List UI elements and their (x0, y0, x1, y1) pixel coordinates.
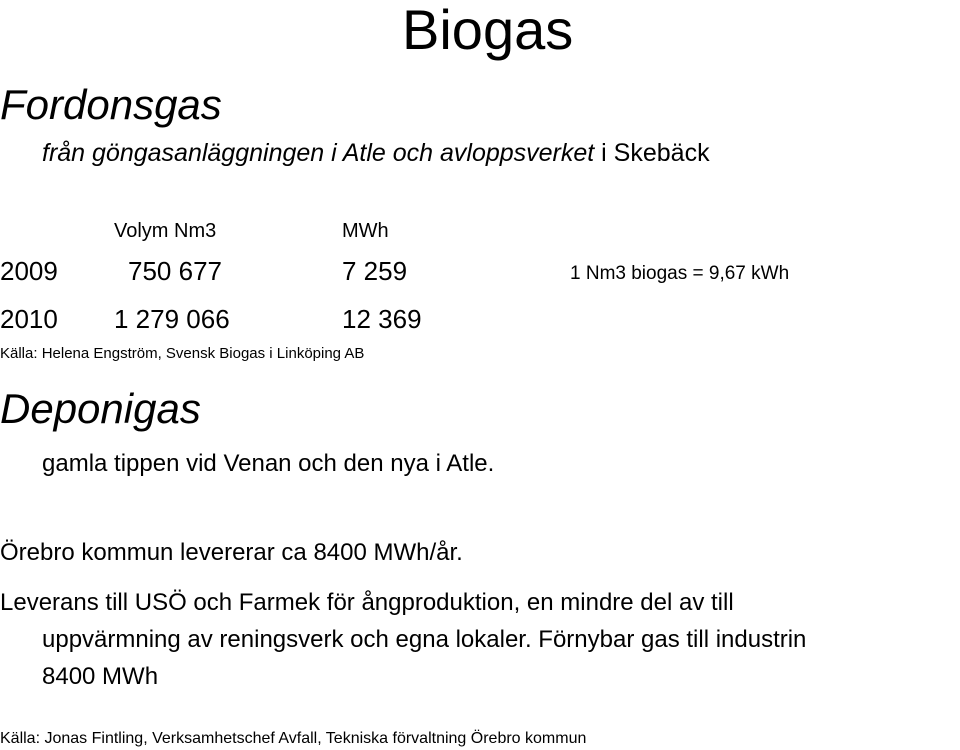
subtitle-italic: från göngasanläggningen i Atle och avloppsverket (42, 139, 595, 167)
source-orebro: Källa: Jonas Fintling, Verksamhetschef Avfall, Tekniska förvaltning Örebro kommun (0, 730, 587, 747)
fordonsgas-subtitle (42, 141, 710, 166)
subtitle-plain: i Skebäck (594, 139, 710, 167)
orebro-line-4: 8400 MWh (42, 663, 159, 690)
row-2009-volume: 750 677 (128, 256, 222, 286)
column-header-mwh: MWh (342, 220, 389, 242)
deponigas-description: gamla tippen vid Venan och den nya i Atle. (42, 450, 495, 477)
row-2009-year: 2009 (0, 256, 58, 286)
row-2010-year: 2010 (0, 304, 58, 334)
row-2010-volume: 1 279 066 (114, 304, 230, 334)
orebro-line-2: Leverans till USÖ och Farmek för ångproduktion, en mindre del av till (0, 589, 734, 616)
row-2010-mwh: 12 369 (342, 304, 422, 334)
fordonsgas-heading: Fordonsgas (0, 81, 222, 128)
page-title: Biogas (402, 0, 574, 61)
row-2009-mwh: 7 259 (342, 256, 408, 286)
source-fordonsgas: Källa: Helena Engström, Svensk Biogas i Linköping AB (0, 345, 365, 362)
column-header-volume: Volym Nm3 (114, 220, 217, 242)
orebro-line-3: uppvärmning av reningsverk och egna lokaler. Förnybar gas till industrin (42, 626, 807, 653)
deponigas-heading: Deponigas (0, 385, 201, 432)
orebro-line-1: Örebro kommun levererar ca 8400 MWh/år. (0, 539, 463, 566)
conversion-note: 1 Nm3 biogas = 9,67 kWh (570, 263, 790, 284)
